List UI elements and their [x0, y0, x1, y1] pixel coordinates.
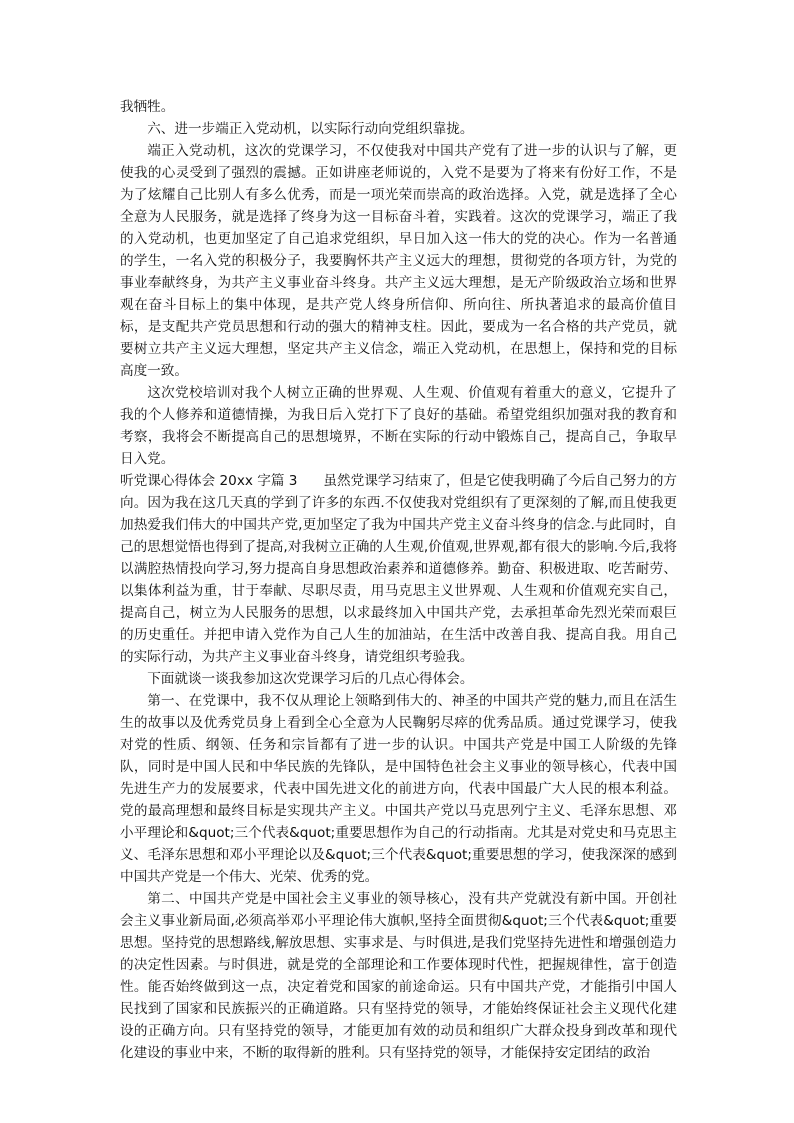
paragraph-training-meaning: 这次党校培训对我个人树立正确的世界观、人生观、价值观有着重大的意义，它提升了我的个人修养和道德情操，为我日后入党打下了良好的基础。希望党组织加强对我的教育和考察，我将会不断提高自己的思想境界，不断在实际的行动中锻炼自己，提高自己，争取早日入党。 — [120, 385, 677, 467]
paragraph-party-motive: 端正入党动机，这次的党课学习，不仅使我对中国共产党有了进一步的认识与了解，更使我的心灵受到了强烈的震撼。正如讲座老师说的，入党不是要为了将来有份好工作，不是为了炫耀自己比别人有多么优秀，而是一项光荣而崇高的政治选择。入党，就是选择了全心全意为人民服务，就是选择了终身为这一目标奋斗着，实践着。这次的党课学习，端正了我的入党动机，也更加坚定了自己追求党组织，早日加入这一伟大的党的决心。作为一名普通的学生，一名入党的积极分子，我要胸怀共产主义远大的理想，贯彻党的各项方针，为党的事业奉献终身，为共产主义事业奋斗终身。共产主义远大理想，是无产阶级政治立场和世界观在奋斗目标上的集中体现，是共产党人终身所信仰、所向往、所执著追求的最高价值目标，是支配共产党员思想和行动的强大的精神支柱。因此，要成为一名合格的共产党员，就要树立共产主义远大理想，坚定共产主义信念，端正入党动机，在思想上，保持和党的目标高度一致。 — [120, 143, 677, 379]
paragraph-point-1: 第一、在党课中，我不仅从理论上领略到伟大的、神圣的中国共产党的魅力,而且在活生生的故事以及优秀党员身上看到全心全意为人民鞠躬尽瘁的优秀品质。通过党课学习，使我对党的性质、纲领、任务和宗旨都有了进一步的认识。中国共产党是中国工人阶级的先锋队，同时是中国人民和中华民族的先锋队，是中国特色社会主义事业的领导核心，代表中国先进生产力的发展要求，代表中国先进文化的前进方向，代表中国最广大人民的根本利益。党的最高理想和最终目标是实现共产主义。中国共产党以马克思列宁主义、毛泽东思想、邓小平理论和&quot;三个代表&quot;重要思想作为自己的行动指南。尤其是对党史和马克思主义、毛泽东思想和邓小平理论以及&quot;三个代表&quot;重要思想的学习，使我深深的感到中国共产党是一个伟大、光荣、优秀的党。 — [120, 693, 677, 885]
article-3-body: 虽然党课学习结束了，但是它使我明确了今后自己努力的方向。因为我在这几天真的学到了许多的东西.不仅使我对党组织有了更深刻的了解,而且使我更加热爱我们伟大的中国共产党,更加坚定了我为中国共产党主义奋斗终身的信念.与此同时，自己的思想觉悟也得到了提高,对我树立正确的人生观,价值观,世界观,都有很大的影响.今后,我将以满腔热情投向学习,努力提高自身思想政治素养和道德修养。勤奋、积极进取、吃苦耐劳、以集体利益为重，甘于奉献、尽职尽责，用马克思主义世界观、人生观和价值观充实自己，提高自己，树立为人民服务的思想，以求最终加入中国共产党，去承担革命先烈光荣而艰巨的历史重任。并把申请入党作为自己人生的加油站，在生活中改善自我、提高自我。用自己的实际行动，为共产主义事业奋斗终身，请党组织考验我。 — [120, 473, 678, 665]
section-heading-6: 六、进一步端正入党动机，以实际行动向党组织靠拢。 — [147, 121, 474, 137]
document-page — [120, 96, 677, 1064]
article-heading: 听党课心得体会 20xx 字篇 3 — [120, 473, 298, 489]
paragraph-point-2: 第二、中国共产党是中国社会主义事业的领导核心，没有共产党就没有新中国。开创社会主义事业新局面,必须高举邓小平理论伟大旗帜,坚持全面贯彻&quot;三个代表&quot;重要思想。坚持党的思想路线,解放思想、实事求是、与时俱进,是我们党坚持先进性和增强创造力的决定性因素。与时俱进，就是党的全部理论和工作要体现时代性，把握规律性，富于创造性。能否始终做到这一点，决定着党和国家的前途命运。只有中国共产党，才能指引中国人民找到了国家和民族振兴的正确道路。只有坚持党的领导，才能始终保证社会主义现代化建设的正确方向。只有坚持党的领导，才能更加有效的动员和组织广大群众投身到改革和现代化建设的事业中来，不断的取得新的胜利。只有坚持党的领导，才能保持安定团结的政治 — [120, 891, 677, 1061]
paragraph-intro-points: 下面就谈一谈我参加这次党课学习后的几点心得体会。 — [147, 671, 474, 687]
paragraph-article-3 — [120, 470, 677, 668]
paragraph-1: 我牺牲。 — [120, 99, 175, 115]
